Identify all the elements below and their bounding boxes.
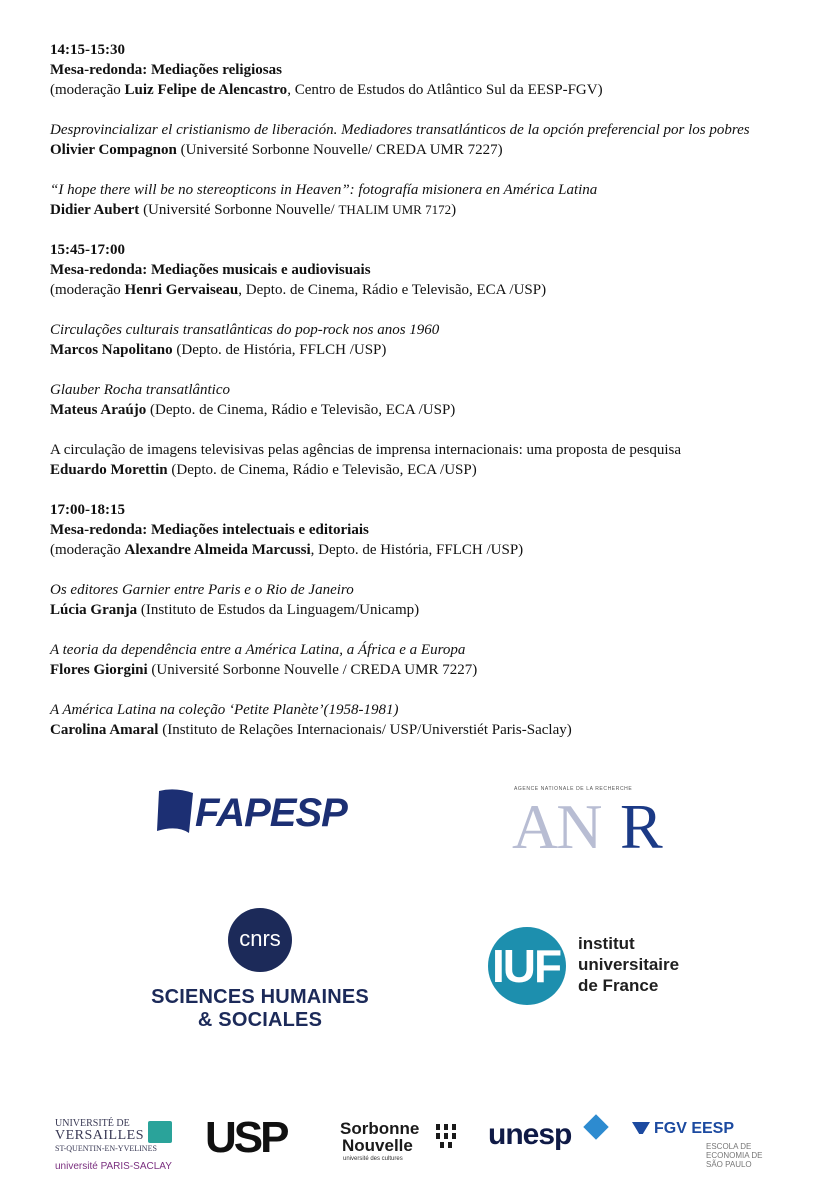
cnrs-line-1: SCIENCES HUMAINES — [151, 986, 369, 1008]
program-document — [50, 40, 790, 740]
moderator-name: Luiz Felipe de Alencastro — [124, 82, 288, 98]
anr-logo — [512, 786, 697, 862]
speaker-affiliation: (Depto. de Cinema, Rádio e Televisão, ECA /USP) — [146, 402, 456, 418]
session-time: 15:45-17:00 — [50, 242, 125, 258]
session-title: Mesa-redonda: Mediações intelectuais e editoriais — [50, 522, 369, 538]
moderation-prefix: (moderação — [50, 282, 125, 298]
speaker-affiliation-end: ) — [451, 202, 457, 218]
speaker-name: Didier Aubert — [50, 202, 140, 218]
moderator-affiliation: , Depto. de Cinema, Rádio e Televisão, ECA /USP) — [238, 282, 547, 298]
talk-speaker-line — [50, 400, 790, 420]
talk-title: Desprovincializar el cristianismo de liberación. Mediadores transatlánticos de la opción preferencial por los pobres — [50, 122, 750, 138]
anr-letters-an: AN — [512, 791, 601, 862]
uvsq-line-1: UNIVERSITÉ DE — [55, 1118, 130, 1129]
moderator-name: Henri Gervaiseau — [124, 282, 239, 298]
session-time: 14:15-15:30 — [50, 42, 125, 58]
talk-title: Glauber Rocha transatlântico — [50, 382, 230, 398]
iuf-letters: IUF — [492, 940, 561, 992]
moderation-prefix: (moderação — [50, 82, 125, 98]
moderator-affiliation: , Centro de Estudos do Atlântico Sul da EESP-FGV) — [287, 82, 603, 98]
talk-speaker-line — [50, 600, 790, 620]
cnrs-logo — [140, 908, 380, 1033]
sorbonne-line-1: Sorbonne — [340, 1119, 420, 1138]
talk-speaker-line — [50, 140, 790, 160]
usp-logo — [205, 1115, 311, 1161]
talk-title: A América Latina na coleção ‘Petite Planète’(1958-1981) — [50, 702, 399, 718]
anr-tagline: AGENCE NATIONALE DE LA RECHERCHE — [514, 786, 633, 792]
session-title: Mesa-redonda: Mediações religiosas — [50, 62, 282, 78]
fgv-eesp-logo — [632, 1120, 772, 1175]
speaker-name: Marcos Napolitano — [50, 342, 173, 358]
iuf-line-2: universitaire — [578, 955, 680, 974]
session-block — [50, 40, 790, 220]
speaker-name: Eduardo Morettin — [50, 462, 168, 478]
iuf-line-1: institut — [578, 934, 635, 953]
speaker-name: Flores Giorgini — [50, 662, 148, 678]
iuf-name — [578, 933, 679, 996]
unesp-logo — [488, 1118, 613, 1163]
talk-title: Circulações culturais transatlânticas do pop-rock nos anos 1960 — [50, 322, 440, 338]
speaker-name: Olivier Compagnon — [50, 142, 177, 158]
iuf-logo — [488, 927, 718, 1007]
fapesp-wordmark: FAPESP — [195, 791, 347, 835]
talk-title: A teoria da dependência entre a América Latina, a África e a Europa — [50, 642, 466, 658]
speaker-affiliation: (Instituto de Relações Internacionais/ USP/Universtiét Paris-Saclay) — [158, 722, 572, 738]
moderation-line — [50, 540, 790, 560]
talk-title: Os editores Garnier entre Paris e o Rio de Janeiro — [50, 582, 354, 598]
unesp-wordmark: unesp — [488, 1118, 572, 1151]
talk-speaker-line — [50, 460, 790, 480]
fapesp-logo — [155, 783, 360, 843]
cnrs-line-2: & SOCIALES — [197, 1009, 323, 1031]
iuf-line-3: de France — [578, 976, 659, 995]
talk-speaker-line — [50, 200, 790, 220]
moderator-affiliation: , Depto. de História, FFLCH /USP) — [310, 542, 524, 558]
speaker-affiliation: (Instituto de Estudos da Linguagem/Unicamp) — [137, 602, 420, 618]
sorbonne-line-2: Nouvelle — [342, 1136, 413, 1155]
session-block — [50, 500, 790, 740]
speaker-affiliation: (Depto. de História, FFLCH /USP) — [172, 342, 387, 358]
speaker-name: Mateus Araújo — [50, 402, 147, 418]
usp-wordmark: USP — [205, 1113, 287, 1162]
sorbonne-tagline: université des cultures — [343, 1156, 403, 1162]
talk-speaker-line — [50, 660, 790, 680]
speaker-affiliation-lab: THALIM UMR 7172 — [338, 202, 452, 217]
moderation-prefix: (moderação — [50, 542, 125, 558]
speaker-affiliation: (Université Sorbonne Nouvelle / CREDA UMR 7227) — [147, 662, 478, 678]
talk-title: A circulação de imagens televisivas pelas agências de imprensa internacionais: uma proposta de pesquisa — [50, 442, 682, 458]
sorbonne-nouvelle-logo — [340, 1119, 470, 1169]
sorbonne-bars-icon — [436, 1124, 466, 1148]
fgv-chevron-icon — [632, 1122, 650, 1134]
uvsq-logo — [55, 1118, 175, 1178]
speaker-name: Carolina Amaral — [50, 722, 159, 738]
uvsq-emblem-icon — [148, 1121, 172, 1143]
moderation-line — [50, 80, 790, 100]
fgv-wordmark: FGV EESP — [654, 1120, 735, 1137]
uvsq-line-4: université PARIS-SACLAY — [55, 1161, 172, 1172]
fgv-school-name: ESCOLA DE ECONOMIA DE SÃO PAULO — [706, 1142, 763, 1169]
session-title: Mesa-redonda: Mediações musicais e audiovisuais — [50, 262, 371, 278]
talk-speaker-line — [50, 340, 790, 360]
cnrs-badge: cnrs — [228, 908, 292, 972]
uvsq-line-2: VERSAILLES — [55, 1128, 144, 1143]
moderation-line — [50, 280, 790, 300]
speaker-name: Lúcia Granja — [50, 602, 138, 618]
speaker-affiliation: (Depto. de Cinema, Rádio e Televisão, ECA /USP) — [167, 462, 477, 478]
uvsq-line-3: ST-QUENTIN-EN-YVELINES — [55, 1144, 157, 1153]
moderator-name: Alexandre Almeida Marcussi — [124, 542, 311, 558]
fapesp-flag-icon — [155, 787, 197, 837]
talk-speaker-line — [50, 720, 790, 740]
session-block — [50, 240, 790, 480]
talk-title: “I hope there will be no stereopticons in Heaven”: fotografía misionera en América Latina — [50, 182, 598, 198]
anr-letter-r: R — [620, 791, 663, 862]
speaker-affiliation: (Université Sorbonne Nouvelle/ — [139, 202, 339, 218]
speaker-affiliation: (Université Sorbonne Nouvelle/ CREDA UMR 7227) — [176, 142, 503, 158]
unesp-diamond-icon — [583, 1114, 608, 1139]
session-time: 17:00-18:15 — [50, 502, 125, 518]
